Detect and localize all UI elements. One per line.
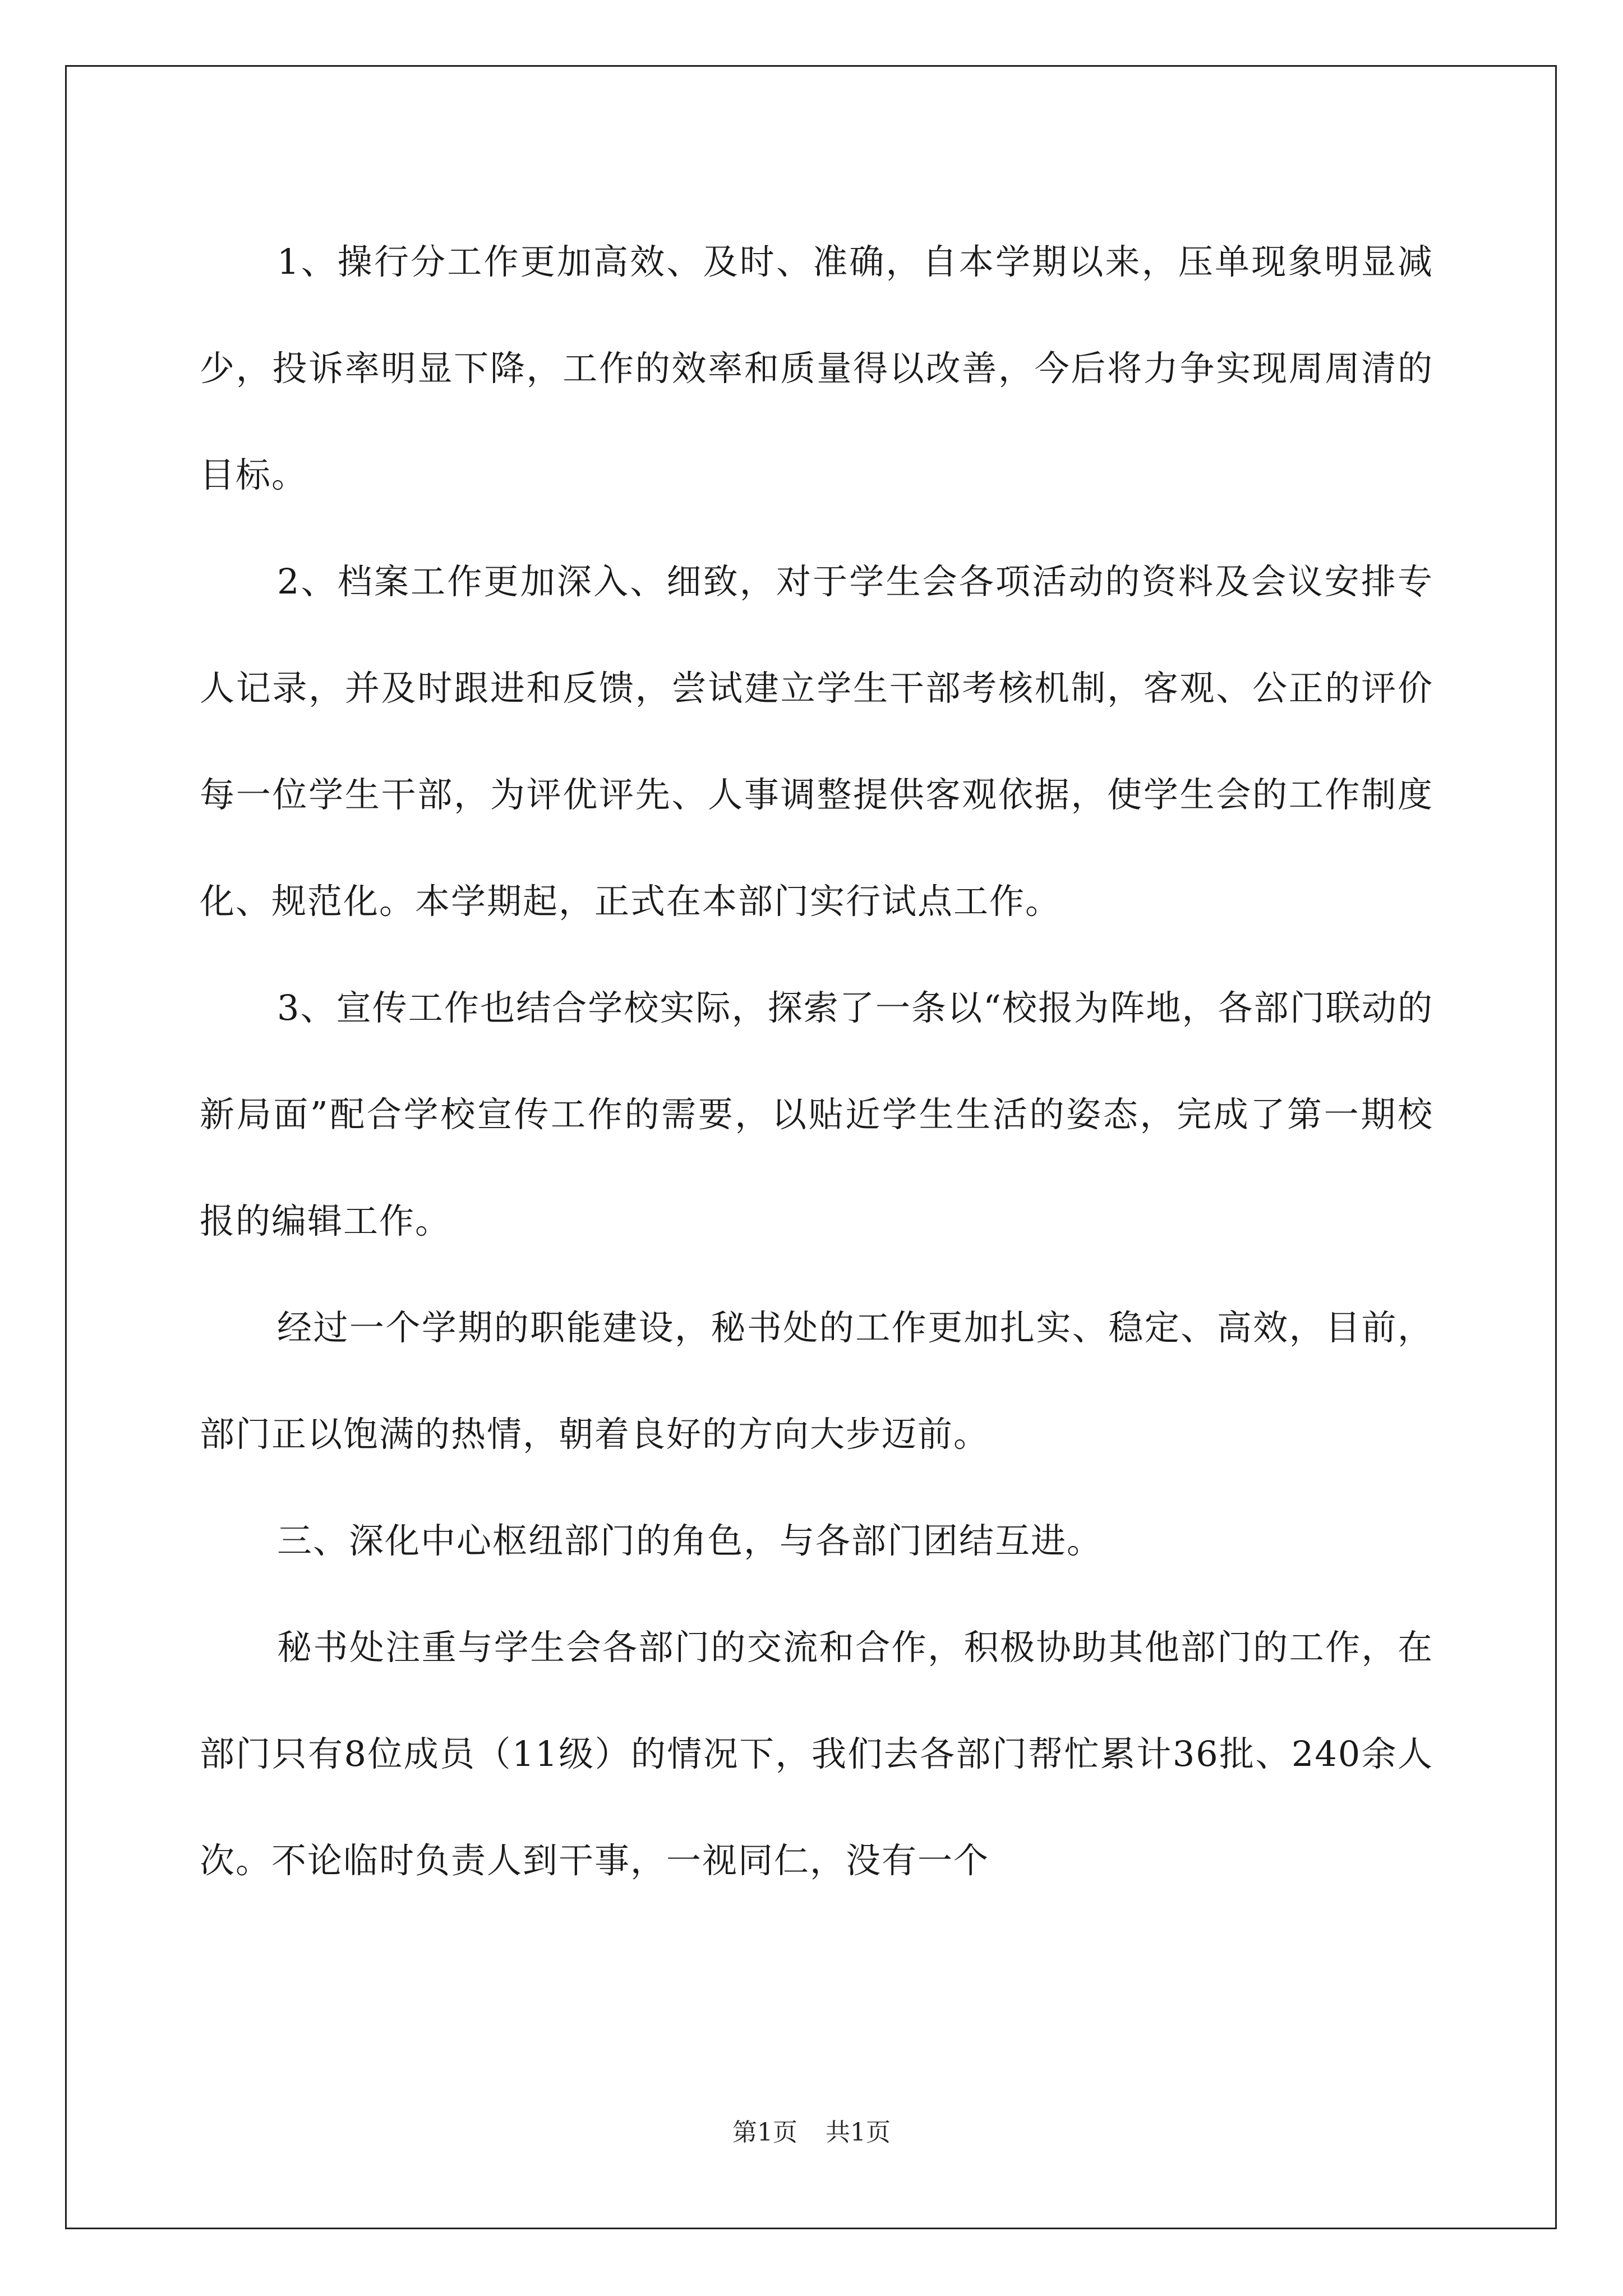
paragraph-2: 2、档案工作更加深入、细致，对于学生会各项活动的资料及会议安排专人记录，并及时跟进和反馈，尝试建立学生干部考核机制，客观、公正的评价每一位学生干部，为评优评先、人事调整提供客观依据，使学生会的工作制度化、规范化。本学期起，正式在本部门实行试点工作。 — [200, 561, 1433, 922]
paragraph-5: 秘书处注重与学生会各部门的交流和合作，积极协助其他部门的工作，在部门只有8位成员（11级）的情况下，我们去各部门帮忙累计36批、240余人次。不论临时负责人到干事，一视同仁，没有一个 — [200, 1627, 1433, 1881]
paragraph-1: 1、操行分工作更加高效、及时、准确，自本学期以来，压单现象明显减少，投诉率明显下降，工作的效率和质量得以改善，今后将力争实现周周清的目标。 — [200, 241, 1433, 495]
page-number: 第1页 — [732, 2118, 797, 2147]
paragraph-3: 3、宣传工作也结合学校实际，探索了一条以“校报为阵地，各部门联动的新局面”配合学校宣传工作的需要，以贴近学生生活的姿态，完成了第一期校报的编辑工作。 — [200, 987, 1433, 1241]
section-heading: 三、深化中心枢纽部门的角色，与各部门团结互进。 — [277, 1520, 1103, 1561]
page-total: 共1页 — [826, 2118, 891, 2147]
document-body — [200, 209, 1433, 1914]
page-footer — [0, 2116, 1623, 2150]
paragraph-4: 经过一个学期的职能建设，秘书处的工作更加扎实、稳定、高效，目前，部门正以饱满的热情，朝着良好的方向大步迈前。 — [200, 1307, 1433, 1455]
